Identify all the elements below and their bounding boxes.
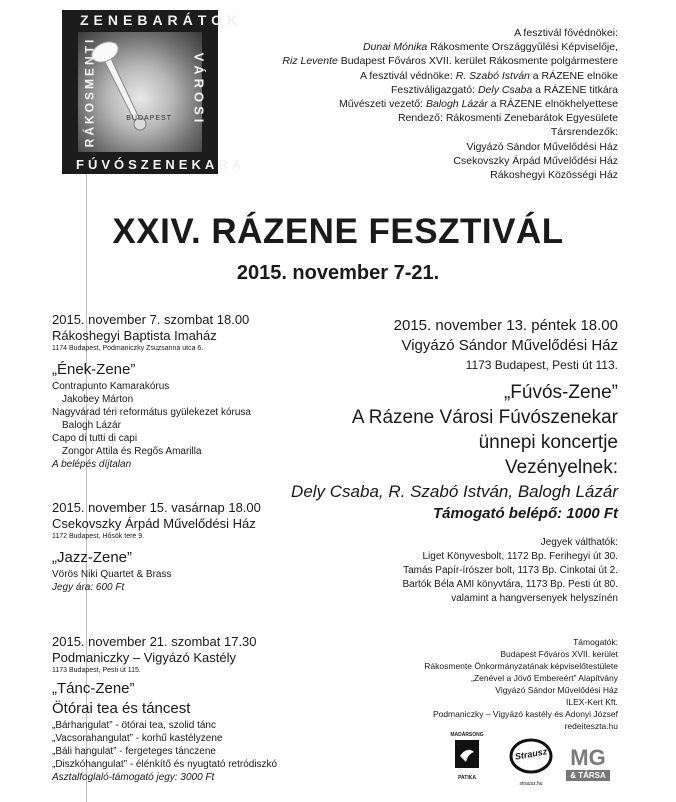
mg-logo: [566, 746, 610, 790]
logo-city: BUDAPEST: [126, 115, 172, 122]
bird-icon: [452, 738, 482, 770]
entry-price: Jegy ára: 600 Ft: [52, 582, 125, 593]
mg-letters: MG: [570, 745, 606, 770]
sponsor-line: Budapest Főváros XVII. kerület: [500, 649, 618, 659]
main-concert: [278, 316, 618, 524]
event-address: 1173 Budapest, Pesti út 115.: [52, 667, 141, 674]
event-date: 2015. november 21. szombat 17.30: [52, 634, 257, 649]
event-venue: Podmaniczky – Vigyázó Kastély: [52, 650, 237, 665]
event-address: 1174 Budapest, Podmaniczky Zsuzsanna utca 6.: [52, 345, 204, 352]
patrons-block: [178, 26, 618, 182]
event-genre: „Jazz-Zene”: [52, 549, 133, 566]
logo-text-bottom: FÚVÓSZENEKARA: [76, 157, 246, 172]
entry-price: A belépés díjtalan: [52, 459, 132, 470]
ticket-outlet: Liget Könyvesbolt, 1172 Bp. Ferihegyi út 30.: [422, 551, 618, 562]
strausz-logo: [506, 736, 556, 786]
performer-line: Contrapunto Kamarakórus: [52, 381, 170, 392]
patron-line: Rákoshegyi Közösségi Ház: [490, 169, 618, 182]
entry-price: Asztalfoglaló-támogató jegy: 3000 Ft: [52, 772, 215, 783]
festival-title: XXIV. RÁZENE FESZTIVÁL: [112, 212, 564, 251]
patron-line: Művészeti vezető: Balogh Lázár a RÁZENE elnökhelyettese: [339, 98, 618, 111]
main-line2: ünnepi koncertje: [478, 432, 618, 453]
sponsors-heading: Támogatók:: [573, 637, 618, 647]
performer-line: Zongor Attila és Regős Amarilla: [62, 446, 202, 457]
event-date: 2015. november 7. szombat 18.00: [52, 312, 250, 327]
main-venue: Vigyázó Sándor Művelődési Ház: [401, 337, 618, 354]
performer-line: Balogh Lázár: [62, 420, 121, 431]
performer-line: Jakobey Márton: [62, 394, 134, 405]
main-date: 2015. november 13. péntek 18.00: [393, 317, 618, 334]
ticket-outlet: Tamás Papír-írószer bolt, 1173 Bp. Cinkotai út 2.: [403, 565, 618, 576]
event-venue: Rákoshegyi Baptista Imaház: [52, 328, 217, 343]
ticket-outlet: Bartók Béla AMI könyvtára, 1173 Bp. Pesti út 80.: [402, 579, 618, 590]
event-genre: „Tánc-Zene”: [52, 680, 135, 697]
patron-line: Vigyázó Sándor Művelődési Ház: [466, 140, 618, 153]
patron-line: Dunai Mónika Rákosmente Országgyűlési Képviselője,: [362, 41, 618, 54]
program-line: „Báli hangulat” - fergeteges tánczene: [52, 746, 216, 757]
event-nov-7: [52, 312, 312, 471]
event-date: 2015. november 15. vasárnap 18.00: [52, 500, 261, 515]
program-line: „Diszkóhangulat” - élénkítő és nyugtató retródiszkó: [52, 759, 278, 770]
pharmacy-logo: MADÁRSONG PATIKA: [450, 732, 484, 781]
event-venue: Csekovszky Árpád Művelődési Ház: [52, 516, 256, 531]
conductors: Dely Csaba, R. Szabó István, Balogh Lázár: [291, 482, 618, 501]
performer-line: Capo di tutti di capi: [52, 433, 138, 444]
patron-line: A fesztivál védnöke: R. Szabó István a RÁZENE elnöke: [360, 69, 618, 82]
patron-line: Fesztiváligazgató: Dely Csaba a RÁZENE titkára: [390, 83, 618, 96]
patron-line: A fesztivál fővédnökei:: [514, 27, 618, 39]
sponsor-line: ILEX-Kert Kft.: [566, 697, 618, 707]
sponsor-line: Rákosmente Önkormányzatának képviselőtestülete: [424, 661, 618, 671]
patron-line: Társrendezők:: [550, 126, 618, 139]
sponsor-line: redeiteszta.hu: [564, 721, 618, 731]
mg-sub: & TÁRSA: [566, 770, 610, 781]
strausz-text: Strausz: [514, 746, 548, 762]
sponsor-line: „Zenével a Jövő Embereért” Alapítvány: [471, 673, 618, 683]
conductors-label: Vezényelnek:: [504, 457, 618, 478]
program-line: „Bárhangulat” - ötórai tea, szolid tánc: [52, 720, 216, 731]
event-nov-15: [52, 500, 312, 594]
main-address: 1173 Budapest, Pesti út 113.: [465, 358, 618, 372]
sponsor-line: Podmaniczky – Vigyázó kastély és Adonyi József: [432, 709, 618, 719]
sponsors-block: [278, 636, 618, 732]
event-genre: „Ének-Zene”: [52, 361, 136, 378]
main-genre: „Fúvós-Zene”: [503, 382, 618, 403]
tickets-heading: Jegyek válthatók:: [540, 537, 618, 548]
event-subgenre: Ötórai tea és táncest: [52, 700, 191, 717]
program-line: „Vacsorahangulat” - korhű kastélyzene: [52, 733, 223, 744]
patron-line: Csekovszky Árpád Művelődési Ház: [453, 154, 618, 167]
performer-line: Vörös Niki Quartet & Brass: [52, 569, 172, 580]
ticket-outlets: [278, 536, 618, 606]
logo-text-top: ZENEBARÁTOK: [80, 12, 243, 28]
sponsor-line: Vigyázó Sándor Művelődési Ház: [495, 685, 618, 695]
ticket-outlet: valamint a hangversenyek helyszínén: [451, 593, 618, 604]
logo-text-right: VÁROSI: [191, 52, 207, 127]
logo-text-left: RÁKOSMENTI: [82, 36, 97, 148]
patron-line: Riz Levente Budapest Főváros XVII. kerület Rákosmente polgármestere: [282, 55, 618, 68]
event-address: 1172 Budapest, Hősök tere 9.: [52, 533, 145, 540]
patron-line: Rendező: Rákosmenti Zenebarátok Egyesülete: [397, 112, 618, 125]
festival-dates: 2015. november 7-21.: [236, 262, 440, 284]
main-entry-price: Támogató belépő: 1000 Ft: [432, 505, 618, 522]
strausz-url: strausz.hu: [519, 781, 543, 787]
main-line1: A Rázene Városi Fúvószenekar: [351, 407, 618, 428]
performer-line: Nagyvárad téri református gyülekezet kórusa: [52, 407, 251, 418]
